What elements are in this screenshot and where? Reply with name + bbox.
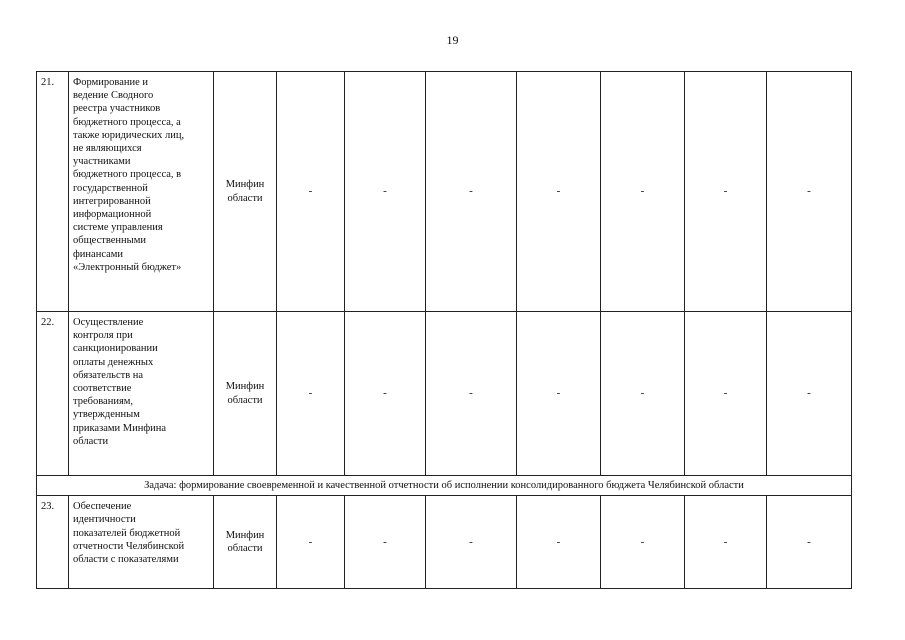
value-cell: - [767, 312, 852, 476]
description-line: идентичности [73, 514, 136, 526]
value-cell: - [345, 496, 426, 589]
value-cell: - [517, 72, 601, 312]
value-cell: - [345, 72, 426, 312]
description-line: ведение Сводного [73, 90, 154, 102]
task-text: Задача: формирование своевременной и качественной отчетности об исполнении консолидированного бюджета Челябинской области [37, 476, 852, 496]
value-cell: - [685, 72, 767, 312]
description-line: информационной [73, 209, 152, 221]
value-cell: - [277, 312, 345, 476]
description-line: не являющихся [73, 143, 142, 155]
page-number: 19 [446, 33, 459, 47]
value-cell: - [345, 312, 426, 476]
responsible-line: области [227, 543, 263, 555]
description-line: требованиям, [73, 396, 134, 408]
table-row [37, 312, 852, 476]
value-cell: - [426, 312, 517, 476]
row-number: 23. [37, 496, 69, 589]
row-description [69, 496, 214, 589]
responsible-cell [214, 72, 277, 312]
value-cell: - [277, 72, 345, 312]
value-cell: - [426, 496, 517, 589]
value-cell: - [277, 496, 345, 589]
responsible-cell [214, 496, 277, 589]
description-line: общественными [73, 235, 146, 247]
description-line: санкционировании [73, 343, 158, 355]
description-line: финансами [73, 248, 124, 260]
document-table [36, 71, 852, 589]
responsible-line: Минфин [225, 381, 265, 393]
responsible-line: Минфин [225, 530, 265, 541]
value-cell: - [767, 496, 852, 589]
description-line: отчетности Челябинской [73, 540, 185, 552]
description-line: области с показателями [73, 554, 179, 566]
description-line: Обеспечение [73, 501, 132, 513]
value-cell: - [601, 496, 685, 589]
description-line: оплаты денежных [73, 356, 154, 368]
responsible-line: области [227, 394, 263, 406]
responsible-line: области [227, 192, 263, 204]
row-description [69, 312, 214, 476]
description-line: показателей бюджетной [73, 527, 181, 539]
row-description [69, 72, 214, 312]
responsible-line: Минфин [225, 179, 265, 191]
table-row [37, 496, 852, 589]
value-cell: - [601, 72, 685, 312]
value-cell: - [601, 312, 685, 476]
value-cell: - [685, 312, 767, 476]
description-line: обязательств на [73, 369, 144, 381]
description-line: контроля при [73, 330, 133, 342]
description-line: Осуществление [73, 317, 144, 328]
description-line: государственной [73, 182, 148, 194]
row-number: 22. [37, 312, 69, 476]
value-cell: - [426, 72, 517, 312]
description-line: соответствие [73, 383, 132, 395]
value-cell: - [767, 72, 852, 312]
description-line: участниками [73, 156, 131, 168]
row-number: 21. [37, 72, 69, 312]
description-line: интегрированной [73, 195, 151, 207]
value-cell: - [517, 496, 601, 589]
description-line: бюджетного процесса, в [73, 169, 182, 181]
description-line: утвержденным [73, 409, 140, 421]
value-cell: - [685, 496, 767, 589]
description-line: приказами Минфина [73, 422, 167, 434]
description-line: системе управления [73, 222, 163, 234]
value-cell: - [517, 312, 601, 476]
description-line: Формирование и [73, 77, 149, 88]
description-line: реестра участников [73, 103, 161, 115]
task-row [37, 476, 852, 496]
description-line: бюджетного процесса, а [73, 116, 181, 128]
description-line: области [73, 435, 109, 447]
description-line: «Электронный бюджет» [73, 261, 182, 273]
description-line: также юридических лиц, [73, 129, 185, 141]
table-row [37, 72, 852, 312]
responsible-cell [214, 312, 277, 476]
